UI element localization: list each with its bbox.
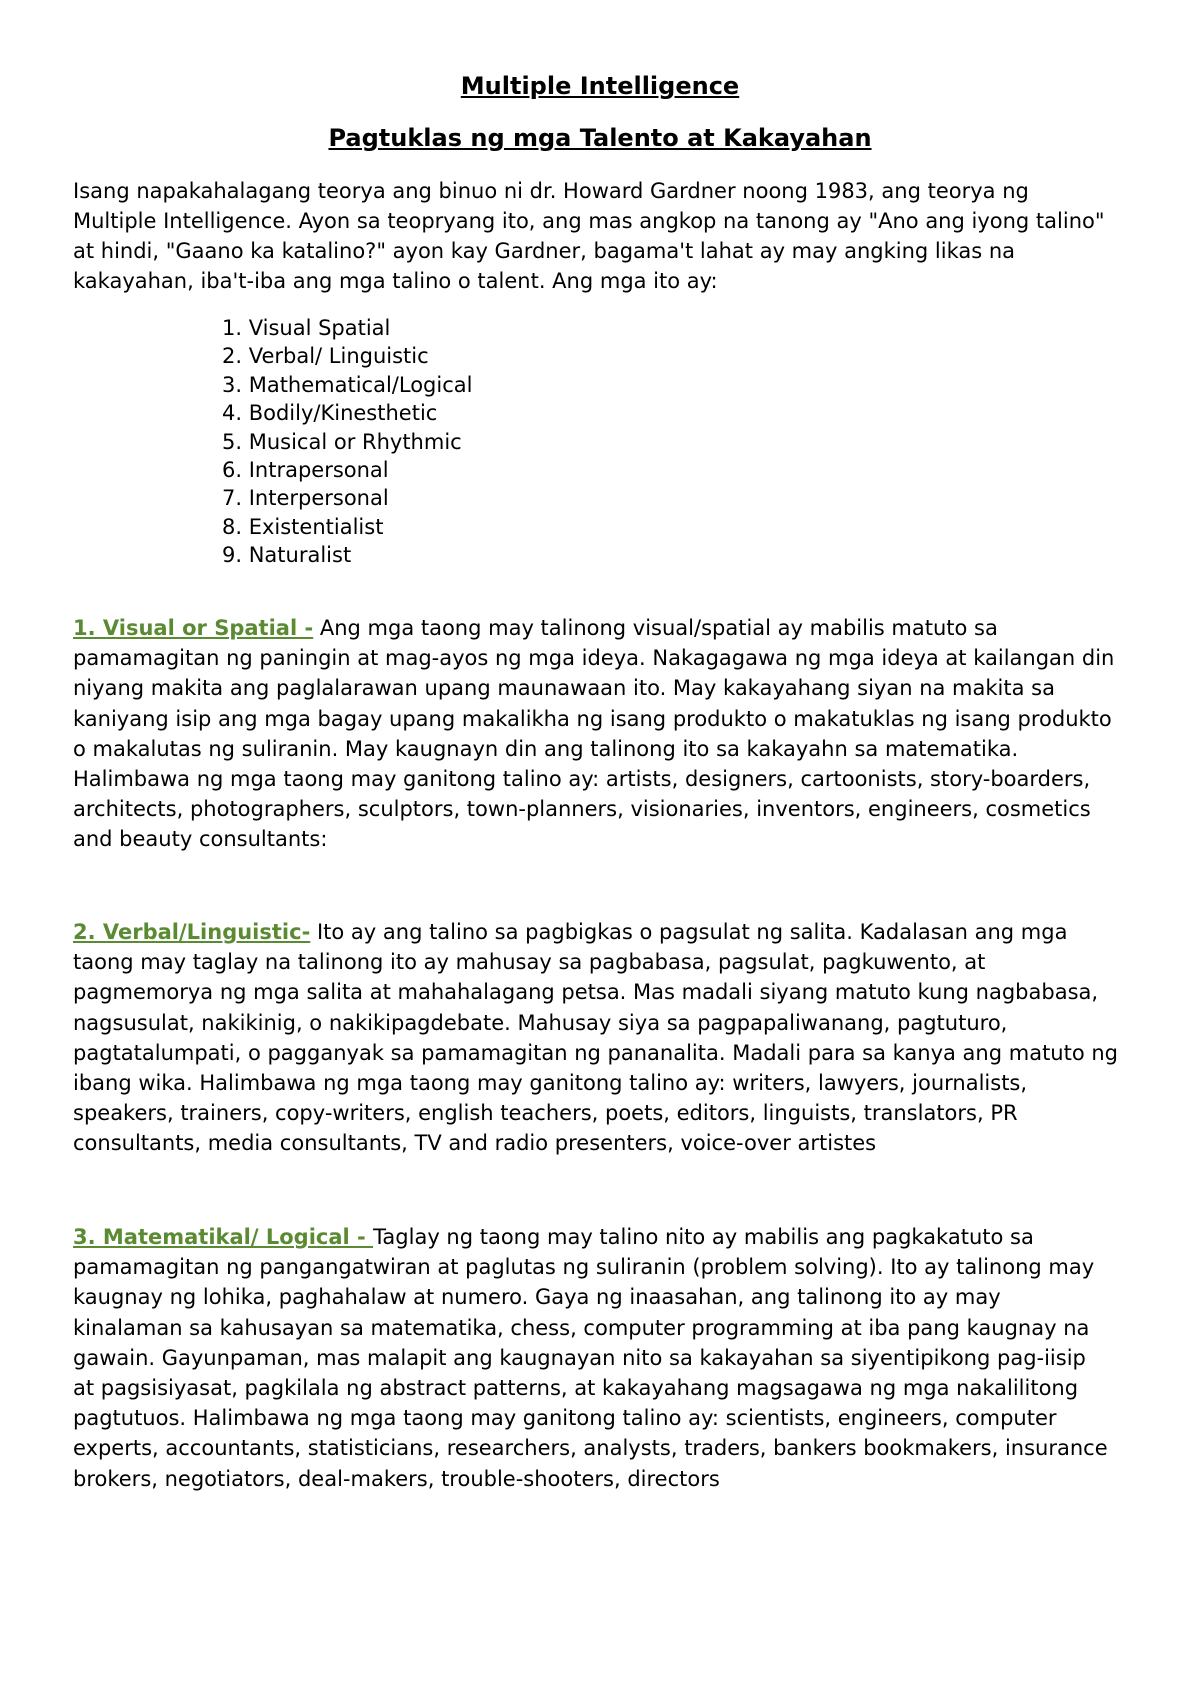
section-verbal-linguistic: [73, 917, 1148, 1159]
section-line: consultants, media consultants, TV and radio presenters, voice-over artistes: [73, 1131, 877, 1156]
section-first-line: [73, 917, 1148, 947]
list-item: 7. Interpersonal: [222, 486, 389, 511]
section-line: pamamagitan ng pangangatwiran at paglutas ng suliranin (problem solving). Ito ay talinong may: [73, 1255, 1095, 1280]
section-line: pamamagitan ng paningin at mag-ayos ng mga ideya. Nakagagawa ng mga ideya at kailangan din: [73, 646, 1115, 671]
list-item: 3. Mathematical/Logical: [222, 372, 473, 397]
section-line: niyang makita ang paglalarawan upang maunawaan ito. May kakayahang siyan na makita sa: [73, 676, 1055, 701]
section-line: o makalutas ng suliranin. May kaugnayn din ang talinong ito sa kakayahn sa matematika.: [73, 736, 1019, 761]
section-line: pagmemorya ng mga salita at mahahalagang petsa. Mas madali siyang matuto kung nagbabasa,: [73, 980, 1099, 1005]
section-line: Halimbawa ng mga taong may ganitong talino ay: artists, designers, cartoonists, story-boarders,: [73, 767, 1091, 792]
intelligence-list: [222, 314, 472, 570]
list-item: 8. Existentialist: [222, 514, 384, 539]
intro-line: kakayahan, iba't-iba ang mga talino o talent. Ang mga ito ay:: [73, 269, 718, 293]
list-item: 5. Musical or Rhythmic: [222, 429, 462, 454]
section-line: at pagsisiyasat, pagkilala ng abstract patterns, at kakayahang magsagawa ng mga nakalilitong: [73, 1376, 1079, 1401]
intro-line: Isang napakahalagang teorya ang binuo ni dr. Howard Gardner noong 1983, ang teorya ng: [73, 179, 1029, 203]
section-first-line: [73, 613, 1148, 643]
list-item: 6. Intrapersonal: [222, 458, 389, 483]
section-line: gawain. Gayunpaman, mas malapit ang kaugnayan nito sa kakayahan sa siyentipikong pag-iisip: [73, 1345, 1086, 1370]
intro-paragraph: [73, 176, 1143, 296]
section-line: taong may taglay na talinong ito ay mahusay sa pagbabasa, pagsulat, pagkuwento, at: [73, 950, 986, 975]
section-line: speakers, trainers, copy-writers, english teachers, poets, editors, linguists, translators, PR: [73, 1101, 1018, 1126]
section-line: kaugnay ng lohika, paghahalaw at numero. Gaya ng inaasahan, ang talinong ito ay may: [73, 1285, 1001, 1310]
section-line: architects, photographers, sculptors, town-planners, visionaries, inventors, engineers, cosmetics: [73, 797, 1091, 822]
list-item: 2. Verbal/ Linguistic: [222, 344, 429, 369]
section-heading: 3. Matematikal/ Logical -: [73, 1225, 374, 1249]
section-heading: 1. Visual or Spatial -: [73, 616, 314, 640]
section-matematikal-logical: [73, 1222, 1148, 1494]
section-heading: 2. Verbal/Linguistic-: [73, 920, 311, 944]
section-line: pagtutuos. Halimbawa ng mga taong may ganitong talino ay: scientists, engineers, computer: [73, 1406, 1057, 1431]
document-subtitle: Pagtuklas ng mga Talento at Kakayahan: [328, 124, 872, 152]
section-line: experts, accountants, statisticians, researchers, analysts, traders, bankers bookmakers, insurance: [73, 1436, 1108, 1461]
section-line: and beauty consultants:: [73, 827, 328, 852]
section-line: kaniyang isip ang mga bagay upang makalikha ng isang produkto o makatuklas ng isang produkto: [73, 706, 1112, 731]
section-text: Ito ay ang talino sa pagbigkas o pagsulat ng salita. Kadalasan ang mga: [310, 920, 1068, 944]
section-line: brokers, negotiators, deal-makers, trouble-shooters, directors: [73, 1466, 720, 1491]
section-line: kinalaman sa kahusayan sa matematika, chess, computer programming at iba pang kaugnay na: [73, 1315, 1090, 1340]
list-item: 9. Naturalist: [222, 543, 352, 568]
section-line: ibang wika. Halimbawa ng mga taong may ganitong talino ay: writers, lawyers, journalists,: [73, 1071, 1028, 1096]
section-first-line: [73, 1222, 1148, 1252]
section-visual-spatial: [73, 613, 1148, 855]
intro-line: at hindi, "Gaano ka katalino?" ayon kay Gardner, bagama't lahat ay may angking likas na: [73, 239, 1016, 263]
section-line: nagsusulat, nakikinig, o nakikipagdebate. Mahusay siya sa pagpapaliwanang, pagtuturo,: [73, 1010, 1008, 1035]
intro-line: Multiple Intelligence. Ayon sa teopryang ito, ang mas angkop na tanong ay "Ano ang iyong talino": [73, 209, 1105, 233]
list-item: 1. Visual Spatial: [222, 316, 391, 340]
section-line: pagtatalumpati, o pagganyak sa pamamagitan ng pananalita. Madali para sa kanya ang matuto ng: [73, 1040, 1119, 1065]
list-item: 4. Bodily/Kinesthetic: [222, 401, 438, 426]
section-text: Ang mga taong may talinong visual/spatial ay mabilis matuto sa: [313, 616, 998, 640]
section-text: Taglay ng taong may talino nito ay mabilis ang pagkakatuto sa: [373, 1225, 1034, 1249]
document-title: Multiple Intelligence: [460, 72, 740, 100]
